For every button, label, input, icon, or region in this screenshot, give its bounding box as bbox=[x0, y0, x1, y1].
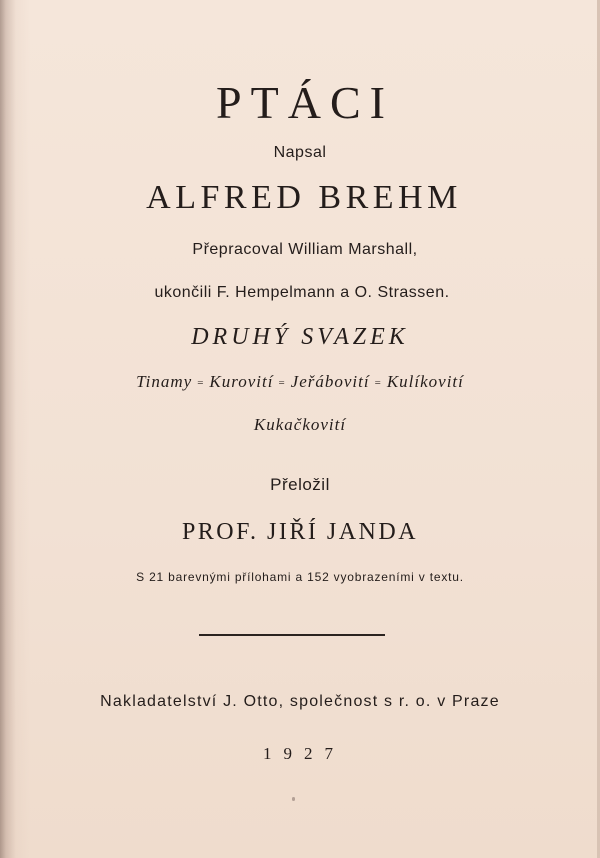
family-separator: = bbox=[278, 377, 286, 389]
book-title: PTÁCI bbox=[216, 77, 394, 128]
family-jerabovit: Jeřábovití bbox=[290, 372, 370, 391]
completed-by: ukončili F. Hempelmann a O. Strassen. bbox=[154, 284, 450, 301]
family-separator: = bbox=[197, 377, 205, 389]
bird-families bbox=[0, 371, 600, 395]
publication-year: 1927 bbox=[263, 744, 345, 763]
divider-rule bbox=[199, 634, 385, 636]
family-separator: = bbox=[374, 377, 382, 389]
volume-label: DRUHÝ SVAZEK bbox=[191, 324, 409, 350]
family-tinamy: Tinamy bbox=[136, 372, 193, 391]
bird-family-kukackoviti: Kukačkovití bbox=[253, 415, 347, 434]
family-kuroviti: Kurovití bbox=[209, 372, 274, 391]
paper-speck bbox=[292, 797, 295, 801]
author-name: ALFRED BREHM bbox=[146, 179, 462, 216]
illustrations-note: S 21 barevnými přílohami a 152 vyobrazeními v textu. bbox=[136, 570, 464, 584]
revised-by: Přepracoval William Marshall, bbox=[192, 241, 418, 258]
translator-intro: Přeložil bbox=[270, 475, 330, 494]
translator-name: PROF. JIŘÍ JANDA bbox=[181, 519, 419, 545]
family-kulikoviti: Kulíkovití bbox=[386, 372, 464, 391]
publisher: Nakladatelství J. Otto, společnost s r. o. v Praze bbox=[100, 693, 500, 710]
author-intro: Napsal bbox=[273, 144, 327, 161]
